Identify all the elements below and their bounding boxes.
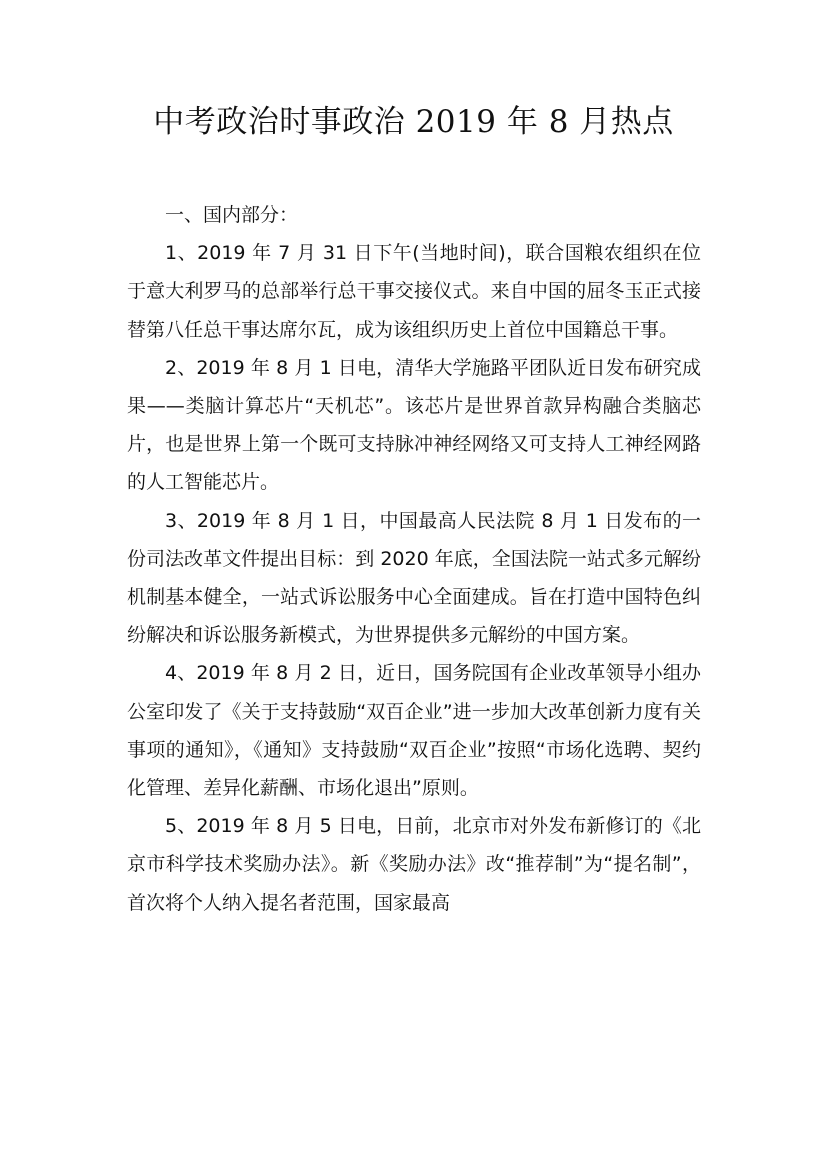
news-item-3: 3、2019 年 8 月 1 日，中国最高人民法院 8 月 1 日发布的一份司法改革文件提出目标：到 2020 年底，全国法院一站式多元解纷机制基本健全，一站式诉讼服务中心全面建成。旨在打造中国特色纠纷解决和诉讼服务新模式，为世界提供多元解纷的中国方案。: [127, 509, 701, 647]
news-item-4: 4、2019 年 8 月 2 日，近日，国务院国有企业改革领导小组办公室印发了《关于支持鼓励“双百企业”进一步加大改革创新力度有关事项的通知》，《通知》支持鼓励“双百企业”按照“市场化选聘、契约化管理、差异化薪酬、市场化退出”原则。: [127, 662, 701, 800]
news-item-2: 2、2019 年 8 月 1 日电，清华大学施路平团队近日发布研究成果——类脑计算芯片“天机芯”。该芯片是世界首款异构融合类脑芯片，也是世界上第一个既可支持脉冲神经网络又可支持人工神经网路的人工智能芯片。: [127, 356, 701, 494]
document-body: [127, 196, 701, 922]
section-heading-domestic: 一、国内部分：: [165, 204, 299, 226]
document-title: 中考政治时事政治 2019 年 8 月热点: [153, 104, 674, 140]
news-item-5: 5、2019 年 8 月 5 日电，日前，北京市对外发布新修订的《北京市科学技术奖励办法》。新《奖励办法》改“推荐制”为“提名制”，首次将个人纳入提名者范围，国家最高: [127, 815, 701, 914]
news-item-1: 1、2019 年 7 月 31 日下午(当地时间)，联合国粮农组织在位于意大利罗马的总部举行总干事交接仪式。来自中国的屈冬玉正式接替第八任总干事达席尔瓦，成为该组织历史上首位中国籍总干事。: [127, 242, 701, 341]
